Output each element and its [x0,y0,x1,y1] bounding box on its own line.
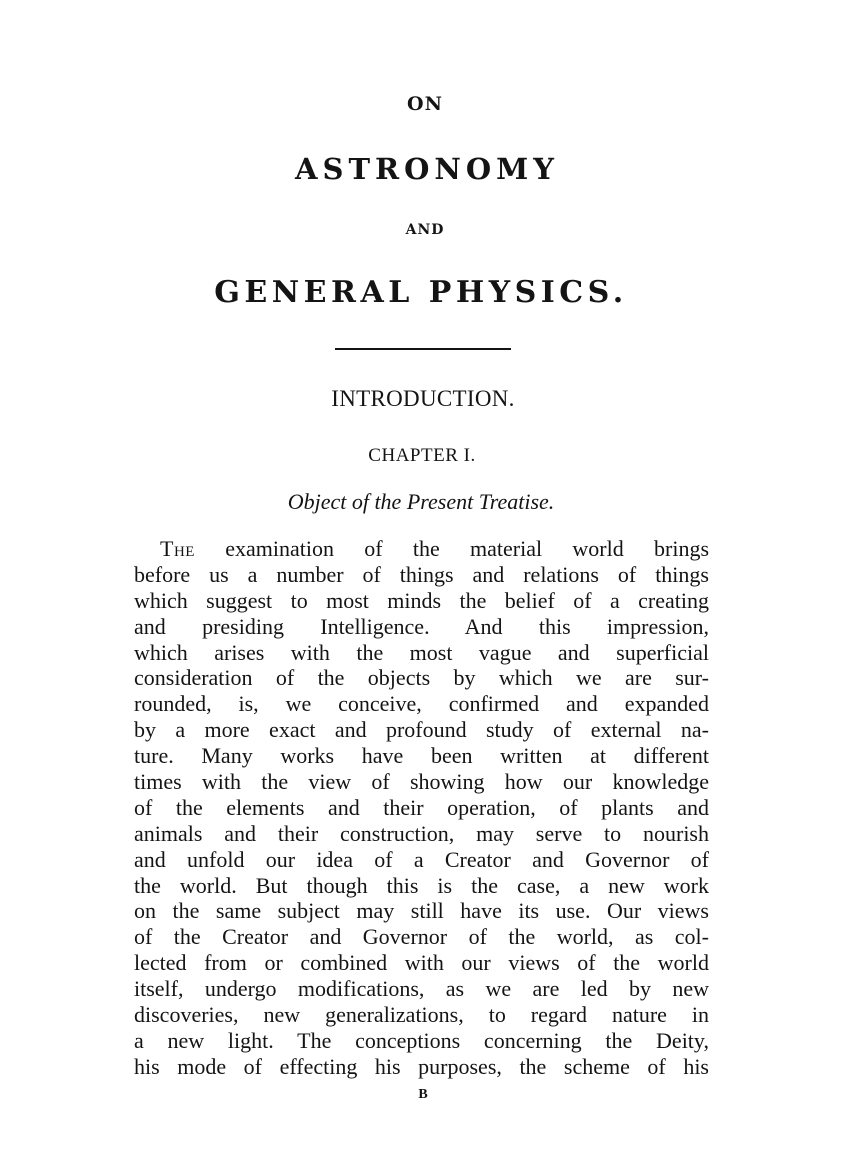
body-line: itself, undergo modifications, as we are led by new [134,976,709,1002]
body-line: before us a number of things and relations of things [134,561,709,587]
drop-word: The [160,536,195,561]
body-line: of the Creator and Governor of the world, as col- [134,924,709,950]
body-line: discoveries, new generalizations, to regard nature in [134,1002,709,1028]
body-line-text: examination of the material world brings [225,536,710,561]
title-general-physics: GENERAL PHYSICS. [214,275,628,310]
body-line: the world. But though this is the case, a new work [134,872,709,898]
title-on: ON [407,93,443,115]
signature-mark: B [418,1087,428,1102]
section-heading-introduction: INTRODUCTION. [331,386,515,411]
body-line: which arises with the most vague and superficial [134,639,709,665]
body-line: by a more exact and profound study of external na- [134,717,709,743]
chapter-subtitle: Object of the Present Treatise. [287,489,555,514]
body-line: times with the view of showing how our knowledge [134,769,709,795]
body-line: which suggest to most minds the belief of a creating [134,587,709,613]
body-line: consideration of the objects by which we are sur- [134,665,709,691]
title-astronomy: ASTRONOMY [295,152,559,186]
body-line: of the elements and their operation, of plants and [134,794,709,820]
body-line: lected from or combined with our views of the world [134,950,709,976]
title-and: AND [405,222,445,238]
body-line: and unfold our idea of a Creator and Governor of [134,846,709,872]
body-line: and presiding Intelligence. And this impression, [134,613,709,639]
body-line: on the same subject may still have its use. Our views [134,898,709,924]
body-line [134,536,709,562]
chapter-heading: CHAPTER I. [368,445,476,466]
body-line: animals and their construction, may serve to nourish [134,820,709,846]
body-paragraph [134,536,709,1080]
body-line: his mode of effecting his purposes, the scheme of his [134,1053,709,1079]
body-line: rounded, is, we conceive, confirmed and expanded [134,691,709,717]
body-line: a new light. The conceptions concerning the Deity, [134,1027,709,1053]
body-line: ture. Many works have been written at different [134,743,709,769]
section-divider-rule [335,348,511,350]
